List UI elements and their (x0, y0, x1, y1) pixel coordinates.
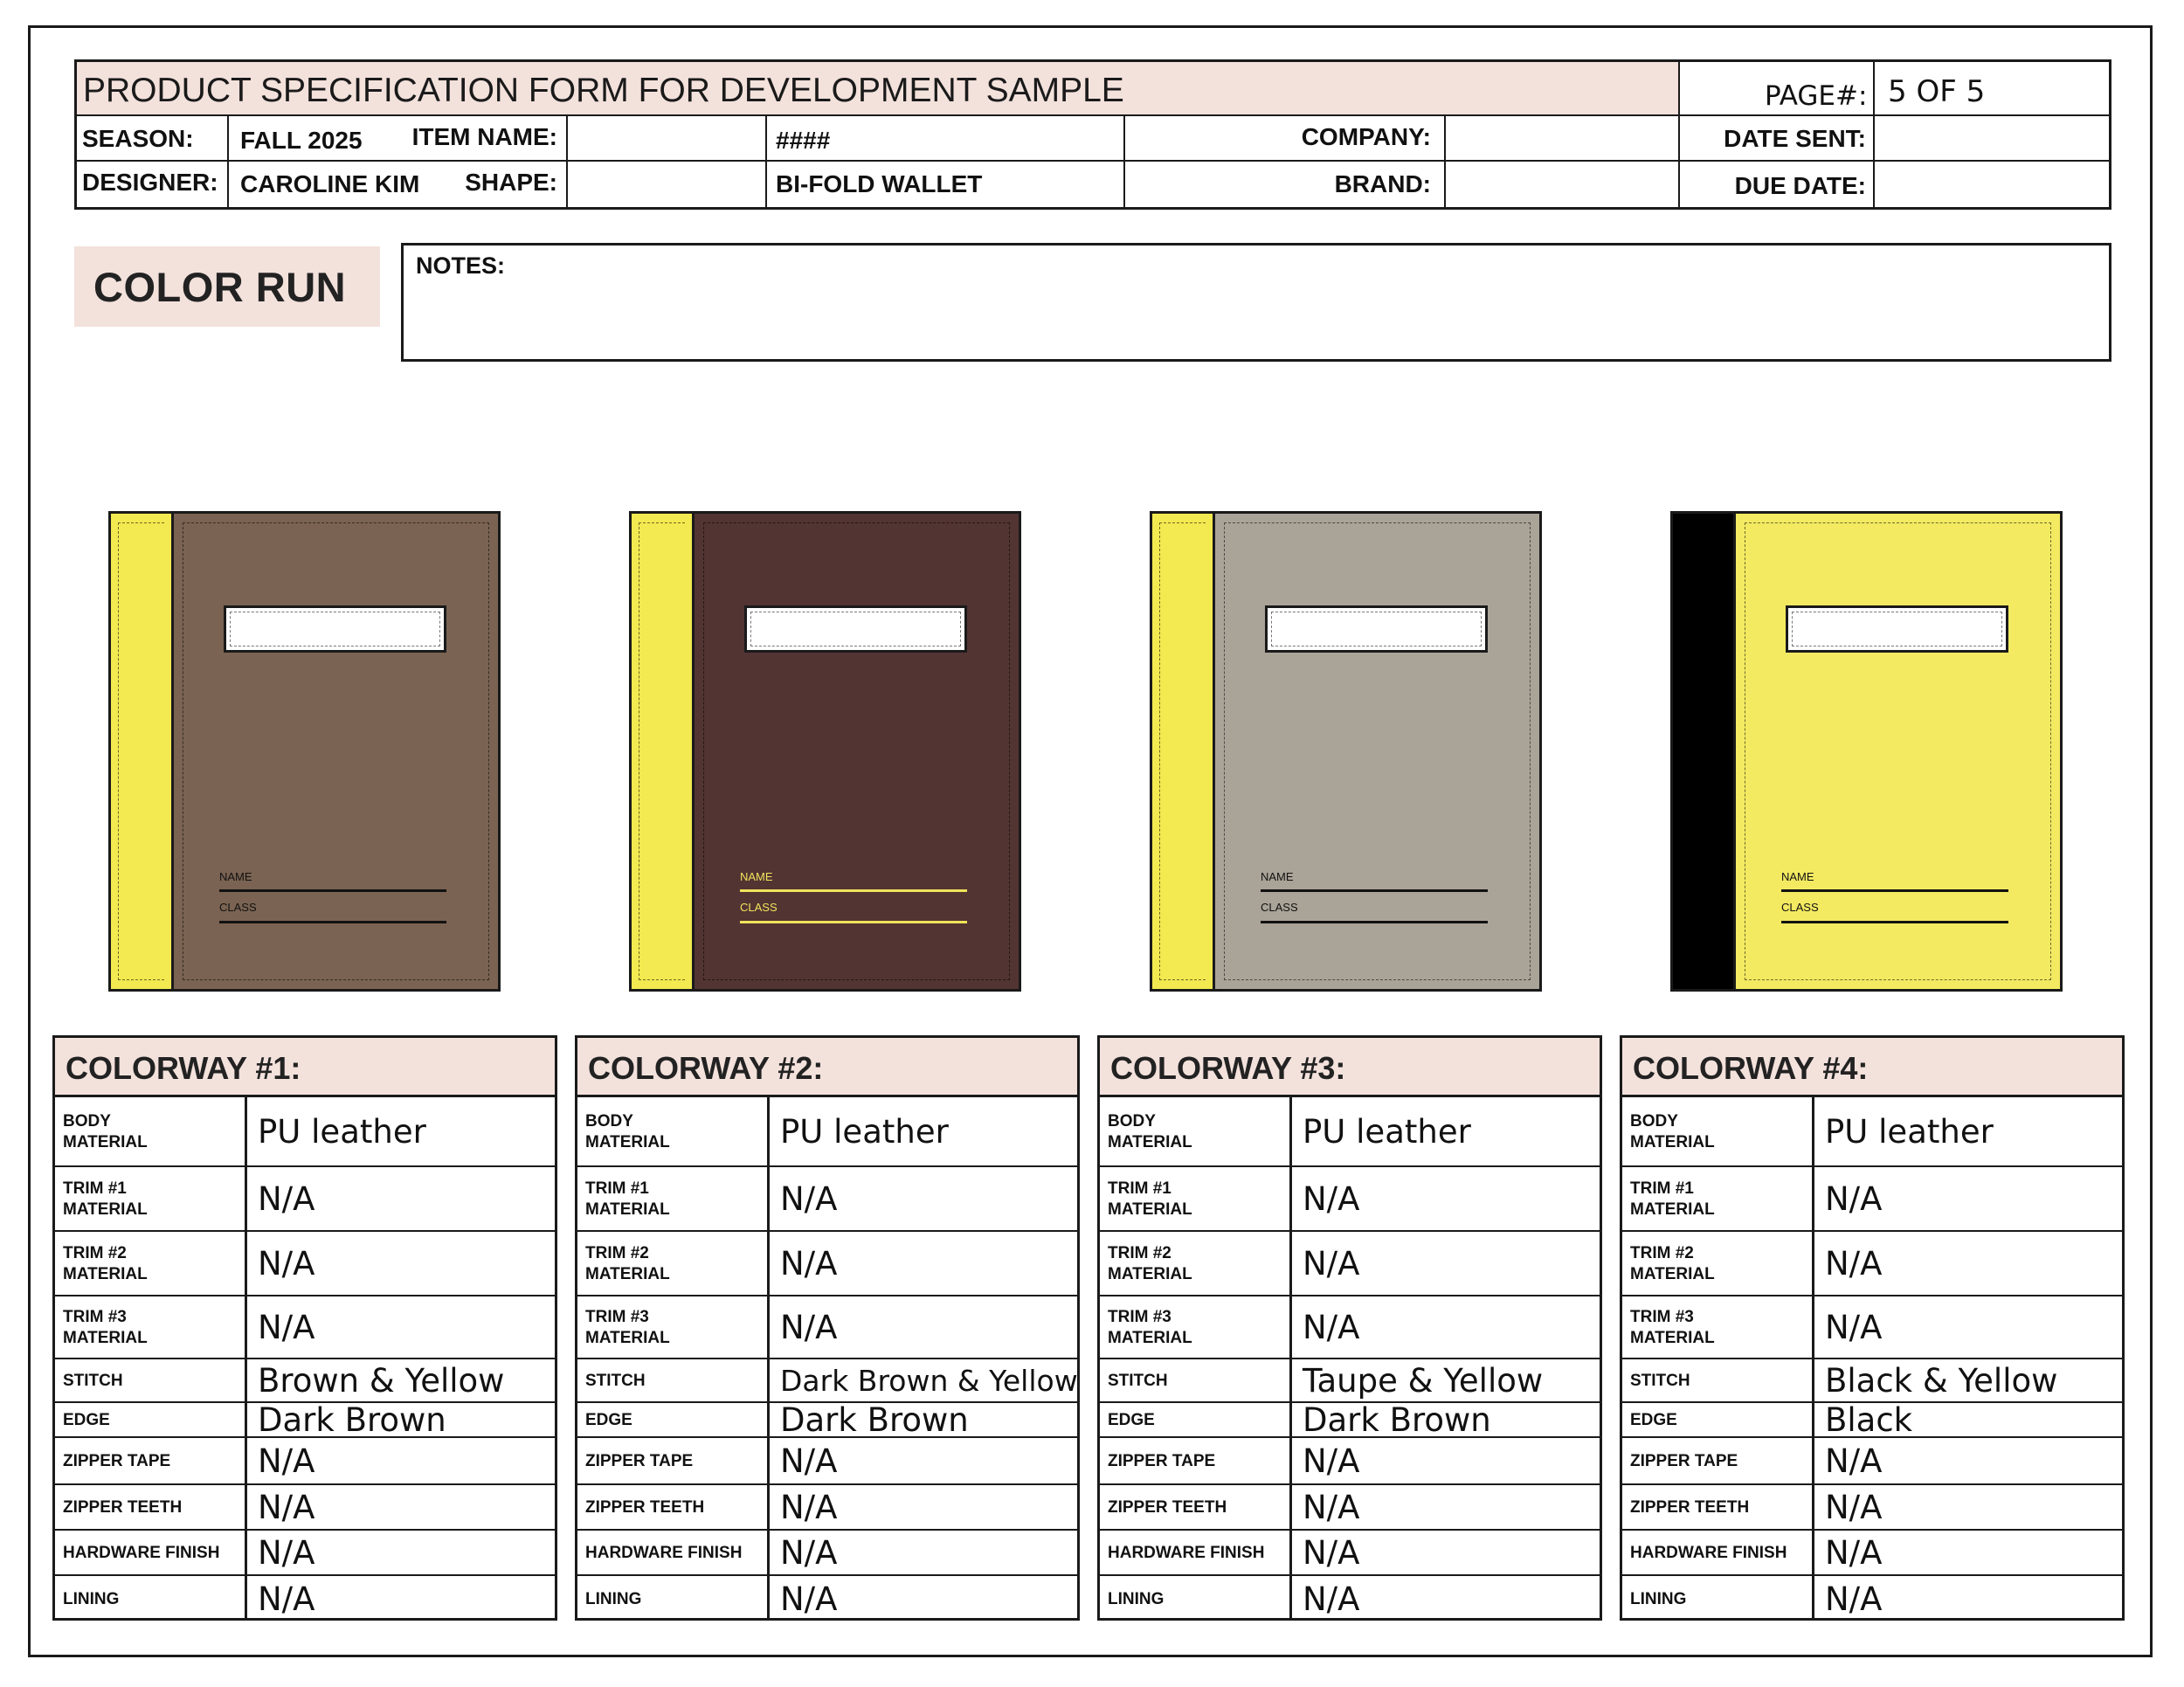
colorway-row-value: N/A (780, 1245, 838, 1283)
colorway-row-label: BODY MATERIAL (63, 1112, 148, 1151)
colorway-row-label: TRIM #3 MATERIAL (63, 1308, 148, 1347)
colorway-row-value: Taupe & Yellow (1303, 1362, 1544, 1400)
colorway-row (1622, 1531, 2122, 1576)
colorway-row-label: TRIM #1 MATERIAL (585, 1179, 670, 1219)
notebook-spine (108, 511, 174, 992)
colorway-row-label: EDGE (63, 1411, 110, 1429)
colorway-row-value: N/A (780, 1534, 838, 1572)
header-divider (77, 160, 2109, 162)
color-run-title: COLOR RUN (93, 263, 347, 310)
colorway-row-value: N/A (258, 1180, 315, 1218)
colorway-row (577, 1485, 1077, 1531)
header-divider (765, 114, 767, 207)
colorway-row-label: ZIPPER TEETH (1108, 1498, 1227, 1517)
cover-class-label: CLASS (740, 901, 778, 914)
page-number-value: 5 OF 5 (1888, 74, 1986, 109)
item-name-value: #### (776, 127, 831, 154)
colorway-row-label: ZIPPER TEETH (585, 1498, 705, 1517)
colorway-header (55, 1038, 555, 1097)
cover-name-label: NAME (1781, 870, 1814, 883)
colorway-row-value: N/A (1303, 1245, 1360, 1283)
colorway-row-value: N/A (1303, 1580, 1360, 1618)
colorway-row-value: Black (1825, 1401, 1913, 1439)
colorway-row (1100, 1097, 1600, 1167)
colorway-row (1622, 1359, 2122, 1403)
colorway-row-label: TRIM #1 MATERIAL (63, 1179, 148, 1219)
colorway-row-label: ZIPPER TEETH (1630, 1498, 1750, 1517)
colorway-row (1100, 1403, 1600, 1438)
color-run-banner (74, 246, 380, 327)
colorway-row (55, 1403, 555, 1438)
colorway-row (55, 1531, 555, 1576)
shape-value: BI-FOLD WALLET (776, 170, 983, 197)
colorway-row-value: PU leather (258, 1113, 426, 1151)
notebook-illustration (1150, 511, 1542, 992)
cover-label-window (744, 605, 967, 653)
cover-class-label: CLASS (219, 901, 257, 914)
due-date-label: DUE DATE: (1734, 172, 1866, 199)
shape-label: SHAPE: (465, 169, 557, 196)
header-divider (1678, 62, 1680, 207)
colorway-row-label: TRIM #3 MATERIAL (1630, 1308, 1715, 1347)
colorway-row-label: ZIPPER TAPE (1108, 1452, 1216, 1470)
notebook-cover (692, 511, 1021, 992)
colorway-row (1100, 1438, 1600, 1485)
colorway-row-label: STITCH (585, 1372, 646, 1390)
colorway-row-label: BODY MATERIAL (585, 1112, 670, 1151)
colorway-row (1100, 1531, 1600, 1576)
colorway-row (1100, 1296, 1600, 1359)
header-divider (77, 114, 2109, 116)
colorway-row-value: PU leather (1825, 1113, 1994, 1151)
colorway-row (577, 1296, 1077, 1359)
colorway-row-label: BODY MATERIAL (1108, 1112, 1192, 1151)
cover-name-line (219, 889, 446, 892)
colorway-table (575, 1035, 1080, 1621)
colorway-row (1100, 1485, 1600, 1531)
colorway-row-label: TRIM #2 MATERIAL (1630, 1244, 1715, 1283)
item-name-label: ITEM NAME: (411, 123, 557, 150)
colorway-row-value: N/A (780, 1489, 838, 1526)
colorway-row-value: N/A (780, 1309, 838, 1346)
cover-class-line (740, 921, 967, 923)
spec-header-table (74, 59, 2111, 210)
colorway-row-label: ZIPPER TAPE (63, 1452, 171, 1470)
colorway-row-label: HARDWARE FINISH (585, 1544, 743, 1562)
colorway-row (577, 1232, 1077, 1296)
header-divider (566, 114, 568, 207)
notebook-cover (171, 511, 501, 992)
colorway-row (55, 1167, 555, 1232)
colorway-row-label: ZIPPER TEETH (63, 1498, 183, 1517)
colorway-row (55, 1438, 555, 1485)
colorway-row (55, 1296, 555, 1359)
cover-name-line (1781, 889, 2008, 892)
colorway-row-label: TRIM #1 MATERIAL (1630, 1179, 1715, 1219)
cover-class-line (1781, 921, 2008, 923)
notebook-spine (1150, 511, 1215, 992)
notebook-spine (1670, 511, 1736, 992)
colorway-row-value: Black & Yellow (1825, 1362, 2058, 1400)
cover-class-line (1261, 921, 1488, 923)
notebook-cover (1213, 511, 1542, 992)
colorway-row-value: N/A (780, 1180, 838, 1218)
colorway-row (1622, 1485, 2122, 1531)
colorway-row-label: TRIM #3 MATERIAL (585, 1308, 670, 1347)
cover-label-window (1265, 605, 1488, 653)
colorway-row-label: EDGE (1630, 1411, 1677, 1429)
colorway-row (55, 1097, 555, 1167)
notebook-illustration (629, 511, 1021, 992)
colorway-row (577, 1359, 1077, 1403)
colorway-row-value: N/A (1825, 1245, 1883, 1283)
colorway-row-value: N/A (1303, 1489, 1360, 1526)
colorway-row-value: N/A (780, 1442, 838, 1480)
colorway-row (1100, 1167, 1600, 1232)
colorway-title: COLORWAY #3: (1110, 1050, 1346, 1086)
colorway-row-value: N/A (1825, 1309, 1883, 1346)
colorway-row-value: N/A (258, 1489, 315, 1526)
colorway-row-label: LINING (585, 1590, 642, 1608)
colorway-row-value: N/A (1825, 1580, 1883, 1618)
colorway-row-label: ZIPPER TAPE (1630, 1452, 1738, 1470)
colorway-row (1622, 1403, 2122, 1438)
colorway-row-value: PU leather (1303, 1113, 1471, 1151)
colorway-header (1100, 1038, 1600, 1097)
colorway-title: COLORWAY #1: (66, 1050, 301, 1086)
brand-label: BRAND: (1334, 170, 1431, 197)
colorway-row-label: ZIPPER TAPE (585, 1452, 694, 1470)
notebook-spine (629, 511, 695, 992)
header-divider (1444, 114, 1446, 207)
colorway-row-label: HARDWARE FINISH (1630, 1544, 1787, 1562)
cover-label-window (224, 605, 446, 653)
colorway-row (1100, 1576, 1600, 1623)
colorway-row-label: STITCH (63, 1372, 123, 1390)
colorway-row-label: TRIM #1 MATERIAL (1108, 1179, 1192, 1219)
company-label: COMPANY: (1301, 123, 1431, 150)
notes-label: NOTES: (416, 252, 506, 279)
colorway-row-label: LINING (1108, 1590, 1165, 1608)
form-title: PRODUCT SPECIFICATION FORM FOR DEVELOPMENT SAMPLE (83, 72, 1124, 109)
colorway-row-value: N/A (1303, 1180, 1360, 1218)
colorway-row (55, 1359, 555, 1403)
colorway-row-value: Dark Brown (780, 1401, 969, 1439)
colorway-row (1622, 1576, 2122, 1623)
page-number-label: PAGE#: (1765, 80, 1868, 112)
colorway-row (1100, 1232, 1600, 1296)
cover-class-line (219, 921, 446, 923)
colorway-row (577, 1438, 1077, 1485)
colorway-row (577, 1167, 1077, 1232)
designer-label: DESIGNER: (82, 169, 218, 196)
colorway-row (1100, 1359, 1600, 1403)
date-sent-label: DATE SENT: (1724, 125, 1866, 152)
cover-name-label: NAME (219, 870, 252, 883)
colorway-row-value: N/A (1303, 1534, 1360, 1572)
colorway-row-value: N/A (1303, 1442, 1360, 1480)
colorway-table (1097, 1035, 1602, 1621)
header-divider (1123, 114, 1125, 207)
colorway-row-value: N/A (258, 1580, 315, 1618)
header-divider (1873, 62, 1875, 207)
colorway-row-label: LINING (1630, 1590, 1687, 1608)
cover-name-label: NAME (1261, 870, 1294, 883)
colorway-row-label: HARDWARE FINISH (1108, 1544, 1265, 1562)
cover-name-line (1261, 889, 1488, 892)
notebook-illustration (108, 511, 501, 992)
season-label: SEASON: (82, 125, 194, 152)
colorway-row-value: N/A (780, 1580, 838, 1618)
colorway-row (577, 1576, 1077, 1623)
colorway-title: COLORWAY #2: (588, 1050, 824, 1086)
colorway-row (1622, 1097, 2122, 1167)
cover-name-line (740, 889, 967, 892)
colorway-row-value: N/A (1303, 1309, 1360, 1346)
colorway-row (55, 1485, 555, 1531)
colorway-row-label: EDGE (1108, 1411, 1155, 1429)
colorway-row-value: N/A (1825, 1489, 1883, 1526)
colorway-row-label: STITCH (1630, 1372, 1690, 1390)
colorway-row-value: Dark Brown (1303, 1401, 1491, 1439)
colorway-row (577, 1097, 1077, 1167)
colorway-row-label: TRIM #2 MATERIAL (1108, 1244, 1192, 1283)
colorway-row-value: PU leather (780, 1113, 949, 1151)
designer-value: CAROLINE KIM (240, 170, 420, 197)
colorway-row-value: N/A (1825, 1534, 1883, 1572)
colorway-row-label: TRIM #3 MATERIAL (1108, 1308, 1192, 1347)
colorway-row-label: STITCH (1108, 1372, 1168, 1390)
colorway-header (577, 1038, 1077, 1097)
colorway-row-label: LINING (63, 1590, 120, 1608)
colorway-row-value: N/A (258, 1245, 315, 1283)
colorway-row (577, 1403, 1077, 1438)
colorway-row (55, 1232, 555, 1296)
colorway-row-value: N/A (258, 1534, 315, 1572)
colorway-row (1622, 1232, 2122, 1296)
cover-class-label: CLASS (1781, 901, 1819, 914)
colorway-row-value: N/A (1825, 1180, 1883, 1218)
cover-class-label: CLASS (1261, 901, 1298, 914)
season-value: FALL 2025 (240, 127, 363, 154)
colorway-row (1622, 1167, 2122, 1232)
colorway-row-value: N/A (1825, 1442, 1883, 1480)
header-divider (227, 114, 229, 207)
colorway-header (1622, 1038, 2122, 1097)
colorway-row-label: TRIM #2 MATERIAL (585, 1244, 670, 1283)
colorway-row-value: Dark Brown & Yellow (780, 1364, 1078, 1398)
colorway-row-value: N/A (258, 1442, 315, 1480)
cover-label-window (1786, 605, 2008, 653)
colorway-table (1620, 1035, 2125, 1621)
colorway-row-label: EDGE (585, 1411, 632, 1429)
colorway-row (55, 1576, 555, 1623)
colorway-title: COLORWAY #4: (1633, 1050, 1869, 1086)
colorway-row-label: BODY MATERIAL (1630, 1112, 1715, 1151)
notes-box (401, 243, 2111, 362)
colorway-row (1622, 1296, 2122, 1359)
cover-name-label: NAME (740, 870, 773, 883)
colorway-row-label: HARDWARE FINISH (63, 1544, 220, 1562)
notebook-cover (1733, 511, 2063, 992)
notebook-illustration (1670, 511, 2063, 992)
colorway-row-value: Brown & Yellow (258, 1362, 505, 1400)
colorway-table (52, 1035, 557, 1621)
colorway-row-value: Dark Brown (258, 1401, 446, 1439)
colorway-row (1622, 1438, 2122, 1485)
colorway-row (577, 1531, 1077, 1576)
colorway-row-value: N/A (258, 1309, 315, 1346)
colorway-row-label: TRIM #2 MATERIAL (63, 1244, 148, 1283)
